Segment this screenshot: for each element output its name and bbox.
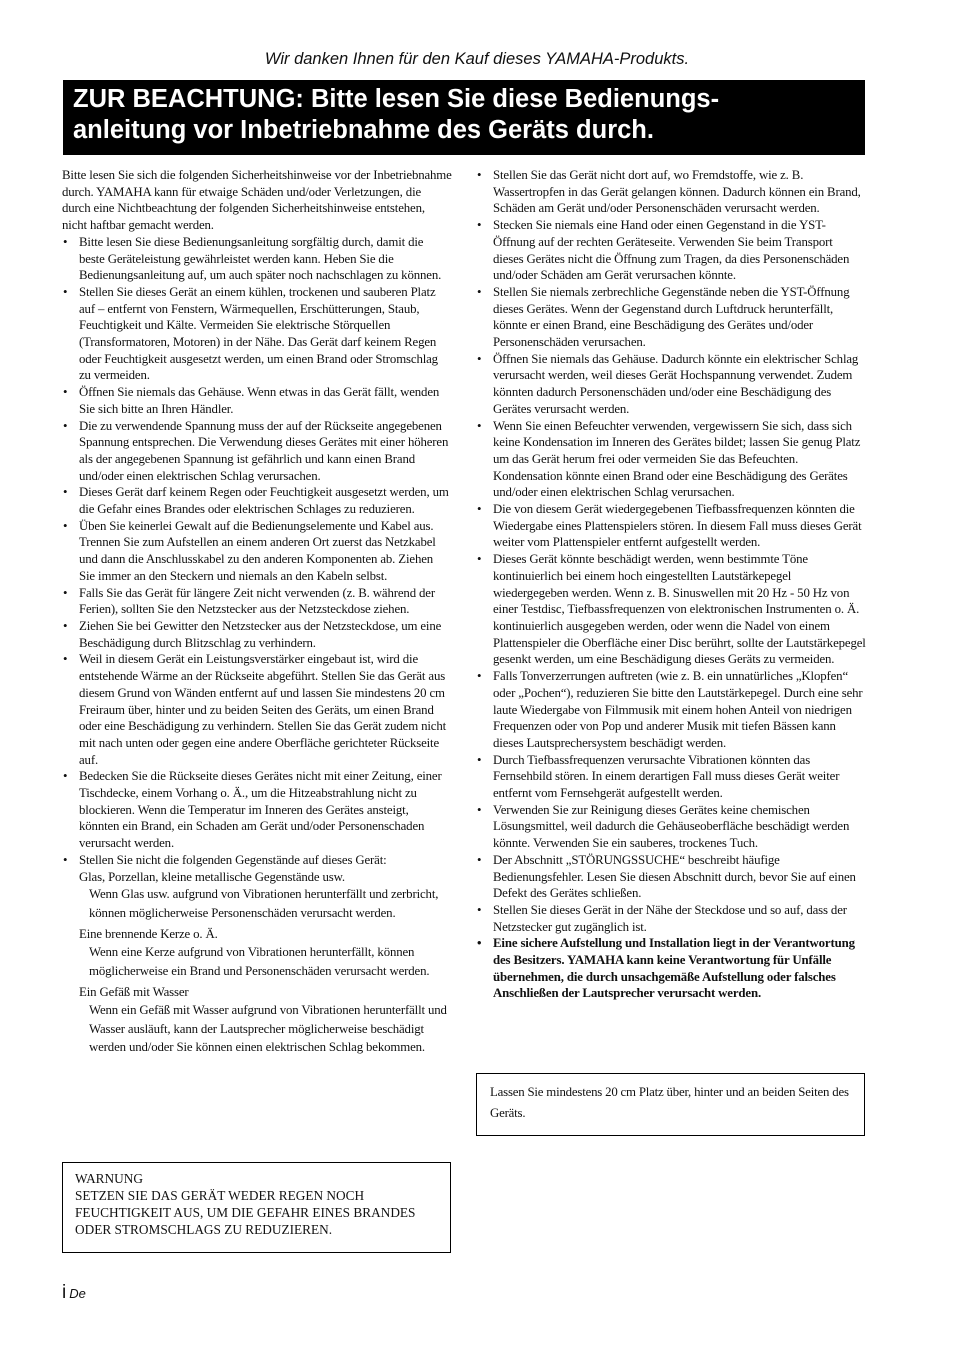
warning-title: WARNUNG (75, 1171, 143, 1186)
list-item: • Üben Sie keinerlei Gewalt auf die Bedienungselemente und Kabel aus. Trennen Sie zum Aufstellen an einem anderen Ort zuerst das Netzkabel und dann die Anschlusskabel zu den anderen Komponenten ab. Ziehen Sie immer an den Steckern und niemals an den Kabeln selbst. (62, 518, 452, 585)
list-item: • Öffnen Sie niemals das Gehäuse. Wenn etwas in das Gerät fällt, wenden Sie sich bitte an Ihren Händler. (62, 384, 452, 417)
list-item: • Falls Sie das Gerät für längere Zeit nicht verwenden (z. B. während der Ferien), sollten Sie den Netzstecker aus der Netzsteckdose ziehen. (62, 585, 452, 618)
sub-text-water: Wenn ein Gefäß mit Wasser aufgrund von Vibrationen herunterfällt und Wasser ausläuft, kann der Lautsprecher möglicherweise beschädigt werden und/oder Sie können einen elektrischen Schlag bekommen. (89, 1003, 447, 1055)
objects-sublist (62, 869, 452, 1057)
sub-text-candle: Wenn eine Kerze aufgrund von Vibrationen herunterfällt, können möglicherweise ein Brand und Personenschäden verursacht werden. (89, 945, 430, 978)
list-item: • Bedecken Sie die Rückseite dieses Gerätes nicht mit einer Zeitung, einer Tischdecke, einem Vorhang o. Ä., um die Hitzeabstrahlung nicht zu blockieren. Wenn die Temperatur im Inneren des Gerätes ansteigt, könnten ein Brand, ein Schaden am Gerät und/oder Personenschaden verursacht werden. (62, 768, 452, 852)
page-number: i (62, 1282, 67, 1303)
thanks-line: Wir danken Ihnen für den Kauf dieses YAMAHA-Produkts. (264, 50, 690, 68)
list-item: • Wenn Sie einen Befeuchter verwenden, vergewissern Sie sich, dass sich keine Kondensation im Inneren des Gerätes bildet; lassen Sie genug Platz um das Gerät herum frei oder vermeiden Sie das Befeuchten. Kondensation könnte einen Brand oder eine Beschädigung des Gerätes und/oder einen elektrischen Schlag verursachen. (476, 418, 866, 502)
spacing-note-box (476, 1073, 865, 1136)
left-safety-list (62, 234, 452, 869)
list-item: • Stecken Sie niemals eine Hand oder einen Gegenstand in die YST-Öffnung auf der rechten Geräteseite. Verwenden Sie beim Transport dieses Gerätes nicht die Öffnung zum Tragen, da dies Personenschäden und/oder Schäden am Gerät verursachen könnte. (476, 217, 866, 284)
warning-text: SETZEN SIE DAS GERÄT WEDER REGEN NOCH FEUCHTIGKEIT AUS, UM DIE GEFAHR EINES BRANDES ODER STROMSCHLAGS ZU REDUZIEREN. (75, 1188, 416, 1237)
sub-heading-candle: Eine brennende Kerze o. Ä. (79, 927, 218, 942)
banner-line-2: anleitung vor Inbetriebnahme des Geräts durch. (73, 116, 654, 144)
list-item: • Stellen Sie das Gerät nicht dort auf, wo Fremdstoffe, wie z. B. Wassertropfen in das Gerät gelangen können. Dadurch können ein Brand, Schäden am Gerät und/oder Personenschäden verursacht werden. (476, 167, 866, 217)
list-item: • Bitte lesen Sie diese Bedienungsanleitung sorgfältig durch, damit die beste Geräteleistung gewährleistet werden kann. Heben Sie die Bedienungsanleitung auf, um auch später noch nachschlagen zu können. (62, 234, 452, 284)
list-item: • Dieses Gerät darf keinem Regen oder Feuchtigkeit ausgesetzt werden, um die Gefahr eines Brandes oder elektrischen Schlages zu reduzieren. (62, 484, 452, 517)
sub-heading-glass: Glas, Porzellan, kleine metallische Gegenstände usw. (79, 869, 345, 884)
list-item: • Öffnen Sie niemals das Gehäuse. Dadurch könnte ein elektrischer Schlag verursacht werden, weil dieses Gerät Hochspannung verwendet. Zudem könnten dadurch Personenschäden und/oder eine Beschädigung des Gerätes verursacht werden. (476, 351, 866, 418)
page-footer (62, 1282, 86, 1304)
list-item: • Durch Tiefbassfrequenzen verursachte Vibrationen könnten das Fernsehbild stören. In einem derartigen Fall muss dieses Gerät weiter entfernt vom Fernsehgerät aufgestellt werden. (476, 752, 866, 802)
sub-heading-water: Ein Gefäß mit Wasser (79, 985, 189, 1000)
banner-line-1: ZUR BEACHTUNG: Bitte lesen Sie diese Bedienungs- (73, 85, 720, 113)
warning-box (62, 1162, 451, 1253)
list-item-lead: Stellen Sie nicht die folgenden Gegenstände auf dieses Gerät: (79, 852, 387, 867)
list-item: • Der Abschnitt „STÖRUNGSSUCHE“ beschreibt häufige Bedienungsfehler. Lesen Sie diesen Abschnitt durch, bevor Sie auf einen Defekt des Gerätes schließen. (476, 852, 866, 902)
right-column (476, 167, 866, 1002)
list-item: • Dieses Gerät könnte beschädigt werden, wenn bestimmte Töne kontinuierlich bei einem hoch eingestellten Lautstärkepegel wiedergegeben werden. Wenn z. B. Sinuswellen mit 20 Hz - 50 Hz von einer Testdisc, Tiefbassfrequenzen von elektronischen Instrumenten o. Ä. kontinuierlich ausgegeben werden, oder wenn die Nadel von einem Plattenspieler die Oberfläche einer Disc berührt, sollte der Lautstärkepegel gesenkt werden, um eine Beschädigung dieses Geräts zu vermeiden. (476, 551, 866, 668)
list-item: • Verwenden Sie zur Reinigung dieses Gerätes keine chemischen Lösungsmittel, weil dadurch die Gehäuseoberfläche beschädigt werden könnte. Verwenden Sie ein sauberes, trockenes Tuch. (476, 802, 866, 852)
list-item: • Ziehen Sie bei Gewitter den Netzstecker aus der Netzsteckdose, um eine Beschädigung durch Blitzschlag zu verhindern. (62, 618, 452, 651)
bold-responsibility-item: • Eine sichere Aufstellung und Installation liegt in der Verantwortung des Besitzers. YAMAHA kann keine Verantwortung für Unfälle übernehmen, die durch unsachgemäße Aufstellung oder falsches Anschließen der Lautsprecher verursacht werden. (476, 935, 866, 1002)
list-item: • Stellen Sie dieses Gerät an einem kühlen, trockenen und sauberen Platz auf – entfernt von Fenstern, Wärmequellen, Erschütterungen, Staub, Feuchtigkeit und Kälte. Vermeiden Sie elektrische Störquellen (Transformatoren, Motoren) in der Nähe. Das Gerät darf keinem Regen oder Feuchtigkeit ausgesetzt werden, um einen Brand oder Stromschlag zu vermeiden. (62, 284, 452, 384)
list-item: • Die von diesem Gerät wiedergegebenen Tiefbassfrequenzen könnten die Wiedergabe eines Plattenspielers stören. In diesem Fall muss dieses Gerät weiter vom Plattenspieler entfernt aufgestellt werden. (476, 501, 866, 551)
list-item: • Stellen Sie dieses Gerät in der Nähe der Steckdose und so auf, dass der Netzstecker gut zugänglich ist. (476, 902, 866, 935)
list-item: • Stellen Sie niemals zerbrechliche Gegenstände neben die YST-Öffnung dieses Gerätes. Wenn der Gegenstand durch Luftdruck herunterfällt, könnte er einen Brand, eine Beschädigung des Gerätes und/oder Personenschäden verursachen. (476, 284, 866, 351)
notice-banner (63, 80, 865, 155)
list-item (62, 852, 452, 869)
language-code: De (69, 1286, 86, 1301)
right-safety-list (476, 167, 866, 1002)
spacing-note-text: Lassen Sie mindestens 20 cm Platz über, hinter und an beiden Seiten des Geräts. (490, 1085, 849, 1120)
sub-text-glass: Wenn Glas usw. aufgrund von Vibrationen herunterfällt und zerbricht, können möglicherweise Personenschäden verursacht werden. (89, 887, 439, 920)
list-item: • Die zu verwendende Spannung muss der auf der Rückseite angegebenen Spannung entsprechen. Die Verwendung dieses Gerätes mit einer höheren als der angegebenen Spannung ist gefährlich und kann einen Brand und/oder einen elektrischen Schlag verursachen. (62, 418, 452, 485)
list-item: • Falls Tonverzerrungen auftreten (wie z. B. ein unnatürliches „Klopfen“ oder „Pochen“), reduzieren Sie bitte den Lautstärkepegel. Durch eine sehr laute Wiedergabe von Filmmusik mit einem hohen Anteil von niedrigen Frequenzen oder von Pop und anderer Musik mit tiefen Bässen kann dieses Lautsprechersystem beschädigt werden. (476, 668, 866, 752)
list-item: • Weil in diesem Gerät ein Leistungsverstärker eingebaut ist, wird die entstehende Wärme an der Rückseite abgeführt. Stellen Sie das Gerät aus diesem Grund von Wänden entfernt auf und lassen Sie mindestens 20 cm Freiraum über, hinter und zu beiden Seiten des Geräts, um einen Brand oder eine Beschädigung zu verhindern. Stellen Sie das Gerät zudem nicht mit nach unten oder gegen eine andere Oberfläche gerichteter Rückseite auf. (62, 651, 452, 768)
left-column (62, 167, 452, 1057)
intro-paragraph: Bitte lesen Sie sich die folgenden Sicherheitshinweise vor der Inbetriebnahme durch. YAMAHA kann für etwaige Schäden und/oder Verletzungen, die durch eine Nichtbeachtung der folgenden Sicherheitshinweise entstehen, nicht haftbar gemacht werden. (62, 168, 452, 233)
